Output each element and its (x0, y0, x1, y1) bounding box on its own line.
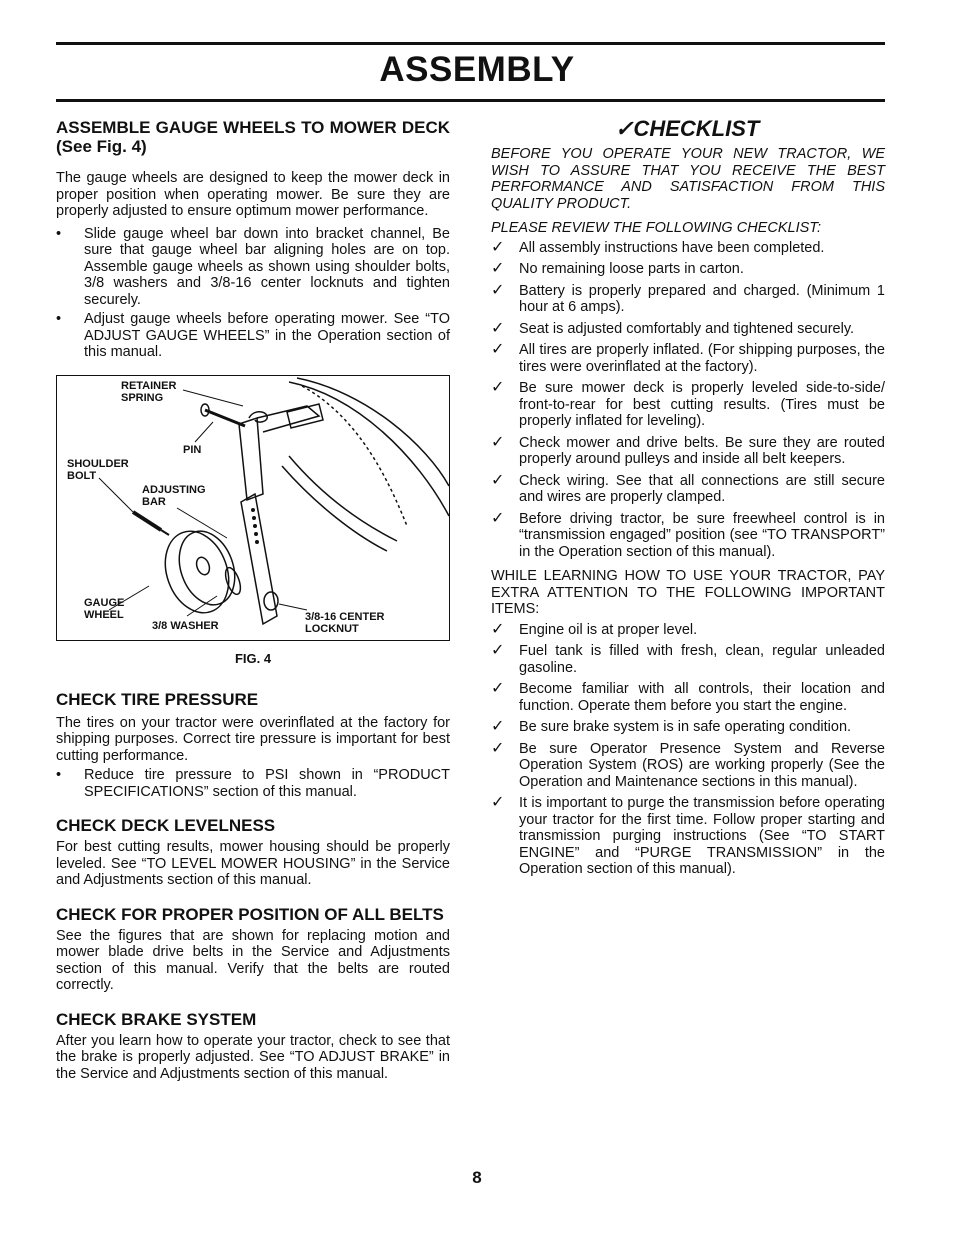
belts-heading: CHECK FOR PROPER POSITION OF ALL BELTS (56, 904, 444, 924)
checklist-item (491, 681, 885, 714)
label-center-locknut: 3/8-16 CENTER LOCKNUT (305, 610, 385, 635)
checklist-intro: BEFORE YOU OPERATE YOUR NEW TRACTOR, WE WISH TO ASSURE THAT YOU RECEIVE THE BEST PERFORMANCE AND SATISFACTION FROM THIS QUALITY PRODUCT. (491, 146, 885, 212)
checkmark-icon: ✓ (491, 794, 505, 811)
important-items (491, 622, 885, 878)
tire-pressure-body: The tires on your tractor were overinflated at the factory for shipping purposes. Correct tire pressure is important for best cutting performance. (56, 714, 450, 764)
label-pin: PIN (183, 443, 202, 456)
bullet-dot: • (56, 767, 62, 783)
bullet-text: Reduce tire pressure to PSI shown in “PRODUCT SPECIFICATIONS” section of this manual. (84, 767, 450, 800)
bullet-item (56, 311, 450, 361)
checklist-item-text: Be sure Operator Presence System and Reverse Operation System (ROS) are working properly (See the Operation and Maintenance sections in this manual). (519, 740, 885, 790)
left-column (56, 118, 450, 1082)
gauge-wheels-intro: The gauge wheels are designed to keep the mower deck in proper position when operating mower. Be sure they are properly adjusted to ensure optimum mower performance. (56, 170, 450, 219)
checklist-item-text: Check wiring. See that all connections are still secure and wires are properly clamped. (519, 472, 885, 505)
page-number: 8 (472, 1168, 482, 1187)
checkmark-icon: ✓ (491, 680, 505, 697)
bullet-text: Slide gauge wheel bar down into bracket channel, Be sure that gauge wheel bar aligning holes are on top. Assemble gauge wheels as shown using shoulder bolts, 3/8 washers and 3/8-16 center locknuts and tighten securely. (84, 225, 450, 308)
checkmark-icon: ✓ (491, 319, 505, 337)
checklist-item (491, 643, 885, 676)
checklist-item-text: Be sure mower deck is properly leveled side-to-side/ front-to-rear for best cutting results. (Tires must be properly inflated for leveling). (519, 380, 885, 429)
checklist-item (491, 342, 885, 375)
figure-4-diagram (56, 375, 450, 641)
checklist-item (491, 380, 885, 430)
deck-levelness-heading: CHECK DECK LEVELNESS (56, 816, 276, 835)
label-gauge-wheel: GAUGE WHEEL (84, 596, 125, 621)
tire-pressure-heading: CHECK TIRE PRESSURE (56, 689, 259, 709)
checklist-item-text: Check mower and drive belts. Be sure they are routed properly around pulleys and inside all belt keepers. (519, 434, 885, 467)
checklist-item (491, 795, 885, 878)
label-retainer-spring: RETAINER SPRING (121, 379, 177, 404)
bullet-text: Adjust gauge wheels before operating mower. See “TO ADJUST GAUGE WHEELS” in the Operation section of this manual. (84, 311, 450, 360)
checkmark-icon: ✓ (491, 718, 505, 735)
bullet-item (56, 767, 450, 800)
brake-heading: CHECK BRAKE SYSTEM (56, 1009, 257, 1029)
checkmark-icon: ✓ (491, 471, 505, 489)
checkmark-icon: ✓ (491, 341, 505, 358)
bullet-dot: • (56, 311, 62, 327)
checklist-item-text: Engine oil is at proper level. (519, 621, 698, 638)
checklist-item-text: Fuel tank is filled with fresh, clean, regular unleaded gasoline. (519, 643, 885, 676)
checklist-item (491, 240, 885, 257)
checklist-review: PLEASE REVIEW THE FOLLOWING CHECKLIST: (491, 220, 822, 236)
checkmark-icon: ✓ (491, 379, 505, 396)
checkmark-icon: ✓ (491, 620, 505, 638)
checklist-item-text: All assembly instructions have been completed. (519, 239, 825, 256)
checkmark-icon: ✓ (491, 260, 505, 277)
title-underline (56, 99, 885, 102)
checklist-heading: ✓CHECKLIST (615, 116, 760, 141)
checklist-item-text: Become familiar with all controls, their location and function. Operate them before you start the engine. (519, 681, 885, 714)
checklist-item (491, 622, 885, 639)
checkmark-icon: ✓ (491, 509, 505, 527)
label-adjusting-bar: ADJUSTING BAR (142, 483, 206, 508)
checkmark-icon: ✓ (491, 281, 505, 299)
checkmark-icon: ✓ (491, 739, 505, 757)
checklist-item (491, 741, 885, 791)
checklist-item-text: Seat is adjusted comfortably and tightened securely. (519, 320, 855, 337)
learning-note: WHILE LEARNING HOW TO USE YOUR TRACTOR, PAY EXTRA ATTENTION TO THE FOLLOWING IMPORTANT ITEMS: (491, 568, 885, 617)
bullet-item (56, 226, 450, 309)
checklist-item (491, 261, 885, 278)
checklist-item (491, 321, 885, 338)
deck-levelness-body: For best cutting results, mower housing should be properly leveled. See “TO LEVEL MOWER HOUSING” in the Service and Adjustments section of this manual. (56, 839, 450, 888)
label-washer: 3/8 WASHER (152, 619, 219, 632)
belts-body: See the figures that are shown for replacing motion and mower blade drive belts in the Service and Adjustments section of this manual. Verify that the belts are routed correctly. (56, 927, 450, 993)
checklist-item (491, 435, 885, 468)
gauge-wheels-heading: ASSEMBLE GAUGE WHEELS TO MOWER DECK (See Fig. 4) (56, 118, 450, 156)
checklist-item-text: No remaining loose parts in carton. (519, 261, 744, 277)
checklist-item (491, 283, 885, 316)
label-shoulder-bolt: SHOULDER BOLT (67, 457, 129, 482)
checklist-item (491, 473, 885, 506)
bullet-dot: • (56, 225, 62, 242)
checkmark-icon: ✓ (491, 433, 505, 451)
page-title: ASSEMBLY (379, 50, 575, 89)
right-column (491, 118, 885, 878)
checkmark-icon: ✓ (491, 238, 505, 256)
checklist-item-text: Be sure brake system is in safe operating condition. (519, 719, 852, 735)
checklist-item-text: Battery is properly prepared and charged. (Minimum 1 hour at 6 amps). (519, 282, 885, 315)
top-rule (56, 42, 885, 45)
brake-body: After you learn how to operate your tractor, check to see that the brake is properly adjusted. See “TO ADJUST BRAKE” in the Service and Adjustments section of this manual. (56, 1032, 450, 1082)
checklist-items (491, 240, 885, 561)
checklist-item-text: It is important to purge the transmission before operating your tractor for the first time. Follow proper starting and transmission purging instructions (See “TO START ENGINE” and “PURGE TRANSMISSION” in the Operation section of this manual). (519, 795, 885, 877)
checkmark-icon: ✓ (491, 642, 505, 659)
checklist-item-text: Before driving tractor, be sure freewheel control is in “transmission engaged” position (see “TO TRANSPORT” in the Operation section of this manual). (519, 510, 885, 560)
checklist-item (491, 511, 885, 561)
checklist-item (491, 719, 885, 736)
figure-caption: FIG. 4 (234, 650, 272, 666)
checklist-item-text: All tires are properly inflated. (For shipping purposes, the tires were overinflated at the factory). (519, 342, 885, 375)
